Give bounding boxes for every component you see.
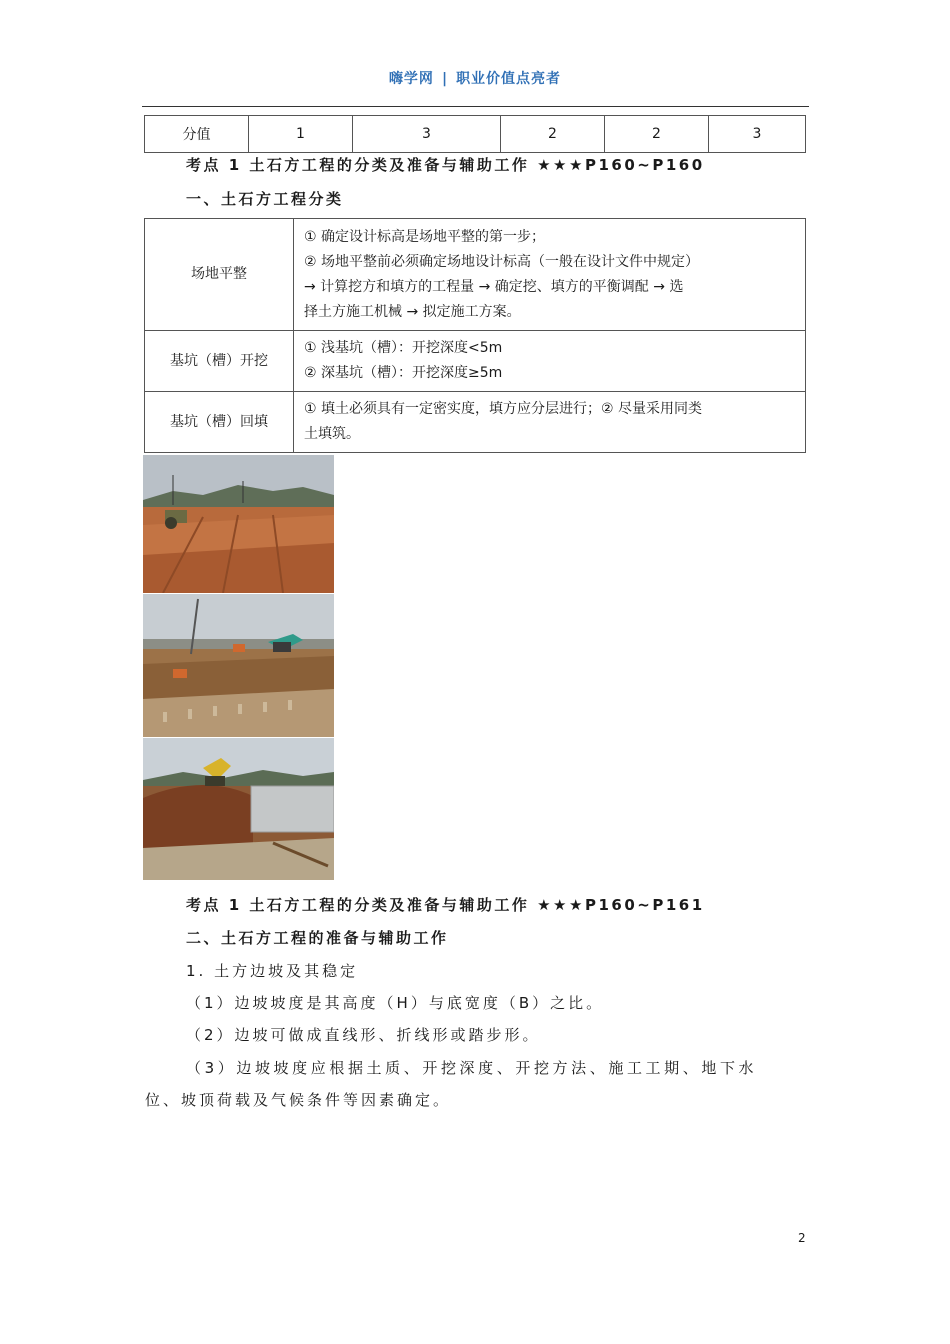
header-separator: | bbox=[441, 71, 449, 87]
content-line: ② 场地平整前必须确定场地设计标高（一般在设计文件中规定） bbox=[304, 253, 699, 270]
point-text: （3）边坡坡度应根据土质、开挖深度、开挖方法、施工工期、地下水 bbox=[186, 1059, 758, 1077]
table-row bbox=[145, 392, 806, 453]
header-rule bbox=[142, 106, 809, 107]
classification-table bbox=[144, 218, 806, 453]
item-title: 1. 土方边坡及其稳定 bbox=[186, 962, 359, 980]
row-label: 基坑（槽）开挖 bbox=[145, 331, 294, 392]
score-label-cell: 分值 bbox=[145, 116, 249, 153]
content-line: ① 填土必须具有一定密实度，填方应分层进行；② 尽量采用同类 bbox=[304, 401, 703, 417]
section1-title: 考点 1 土石方工程的分类及准备与辅助工作 ★★★P160~P160 bbox=[186, 156, 705, 174]
score-cell: 2 bbox=[501, 116, 605, 153]
site-slogan: 职业价值点亮者 bbox=[456, 71, 562, 87]
score-cell: 3 bbox=[709, 116, 806, 153]
content-line: ② 深基坑（槽）：开挖深度≥5m bbox=[304, 365, 503, 381]
foundation-pit-excavation-photo bbox=[143, 594, 334, 737]
score-cell: 1 bbox=[249, 116, 353, 153]
score-table bbox=[144, 115, 806, 153]
score-cell: 3 bbox=[353, 116, 501, 153]
row-label: 场地平整 bbox=[145, 219, 294, 331]
score-cell: 2 bbox=[605, 116, 709, 153]
content-line: ① 浅基坑（槽）：开挖深度<5m bbox=[304, 340, 503, 356]
point-text: 位、坡顶荷载及气候条件等因素确定。 bbox=[145, 1091, 452, 1109]
page-header bbox=[0, 68, 950, 88]
row-content bbox=[294, 392, 806, 453]
point-text: （2）边坡可做成直线形、折线形或踏步形。 bbox=[186, 1026, 541, 1044]
row-label: 基坑（槽）回填 bbox=[145, 392, 294, 453]
section2-title: 考点 1 土石方工程的分类及准备与辅助工作 ★★★P160~P161 bbox=[186, 896, 705, 914]
row-content bbox=[294, 219, 806, 331]
content-line: → 计算挖方和填方的工程量 → 确定挖、填方的平衡调配 → 选 bbox=[304, 278, 684, 295]
content-line: ① 确定设计标高是场地平整的第一步； bbox=[304, 228, 545, 245]
site-name: 嗨学网 bbox=[388, 71, 434, 87]
section1-subtitle: 一、土石方工程分类 bbox=[186, 190, 344, 208]
table-row bbox=[145, 219, 806, 331]
content-line: 土填筑。 bbox=[304, 426, 360, 442]
point-text: （1）边坡坡度是其高度（H）与底宽度（B）之比。 bbox=[186, 994, 605, 1012]
site-leveling-photo bbox=[143, 455, 334, 593]
section2-subtitle: 二、土石方工程的准备与辅助工作 bbox=[186, 929, 449, 947]
row-content bbox=[294, 331, 806, 392]
page-number: 2 bbox=[798, 1231, 806, 1245]
foundation-pit-backfill-photo bbox=[143, 738, 334, 880]
table-row bbox=[145, 116, 806, 153]
content-line: 择土方施工机械 → 拟定施工方案。 bbox=[304, 303, 521, 320]
table-row bbox=[145, 331, 806, 392]
